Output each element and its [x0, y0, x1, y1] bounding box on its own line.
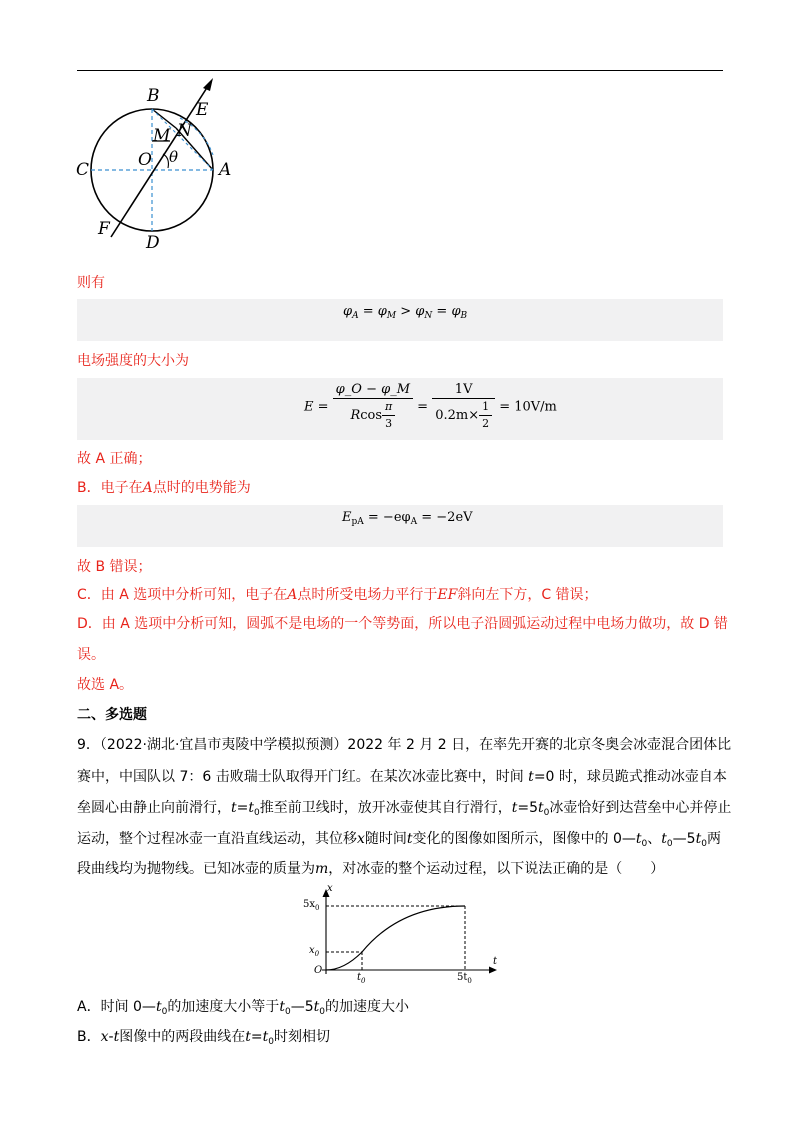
t-axis-arrow	[489, 967, 497, 974]
label-f: F	[98, 219, 110, 239]
axis-label-t: t	[493, 956, 498, 967]
tick-label-5t0: $5t_0$	[457, 972, 472, 985]
label-n: N	[177, 121, 192, 141]
equation-energy: $E_{pA} = -e\varphi_A = -2eV$	[342, 510, 473, 527]
label-m: M	[153, 126, 171, 146]
label-c: C	[76, 160, 90, 180]
q9-line-4: 运动，整个过程冰壶一直沿直线运动，其位移x随时间t变化的图像如图所示，图像中的 $0—t_0$、$t_0—5t_0$两	[77, 831, 721, 849]
curve-segment-1	[326, 952, 362, 970]
section-title: 二、多选题	[77, 707, 147, 723]
a-correct-text: 故 A 正确；	[77, 451, 152, 467]
label-o: O	[138, 150, 152, 170]
q9-line-2: 赛中，中国队以 7：6 击败瑞士队取得开门红。在某次冰壶比赛中，时间 t=0 时，球员跪式推动冰壶自本	[77, 769, 727, 785]
equation-field: E = φ_O − φ_M Rcos $\frac{\pi}{3}$ = 1V 0.2m× $\frac{1}{2}$ = 10V/m	[304, 382, 557, 430]
q9-line-1: 9．（2022·湖北·宜昌市夷陵中学模拟预测）2022 年 2 月 2 日，在率先开赛的北京冬奥会冰壶混合团体比	[77, 737, 732, 753]
tick-label-5x0: $5x_0$	[303, 899, 320, 912]
b-wrong-text: 故 B 错误；	[77, 559, 152, 575]
axis-label-x: x	[327, 883, 333, 894]
d-analysis-line-1: D．由 A 选项中分析可知，圆弧不是电场的一个等势面，所以电子沿圆弧运动过程中电场力做功，故 D 错	[77, 616, 728, 632]
option-b: B．x-t图像中的两段曲线在$t=t_0$时刻相切	[77, 1029, 330, 1047]
d-analysis-line-2: 误。	[77, 647, 105, 663]
tick-label-x0: $x_0$	[309, 945, 320, 958]
option-a: A．时间 $0—t_0$的加速度大小等于$t_0—5t_0$的加速度大小	[77, 999, 409, 1017]
b-potential-energy-text: B．电子在A点时的电势能为	[77, 480, 251, 496]
c-analysis-text: C．由 A 选项中分析可知，电子在A点时所受电场力平行于EF斜向左下方，C 错误；	[77, 587, 598, 603]
label-theta: θ	[169, 148, 179, 166]
q9-line-3: 垒圆心由静止向前滑行，$t=t_0$推至前卫线时，放开冰壶使其自行滑行，$t=5t_0$冰壶恰好到达营垒中心并停止	[77, 800, 732, 818]
label-b: B	[147, 86, 160, 106]
choose-a-text: 故选 A。	[77, 677, 134, 693]
field-magnitude-text: 电场强度的大小为	[77, 353, 189, 369]
label-a: A	[219, 160, 232, 180]
tick-label-t0: $t_0$	[357, 972, 366, 985]
q9-line-5: 段曲线均为抛物线。已知冰壶的质量为m，对冰壶的整个运动过程，以下说法正确的是（ ）	[77, 861, 665, 877]
label-d: D	[146, 233, 160, 253]
origin-label: O	[314, 965, 323, 976]
label-e: E	[196, 100, 209, 120]
then-have: 则有	[77, 275, 105, 291]
equation-potentials: $\varphi_A = \varphi_M > \varphi_N = \varphi_B$	[343, 304, 468, 321]
curve-segment-2	[362, 906, 465, 952]
